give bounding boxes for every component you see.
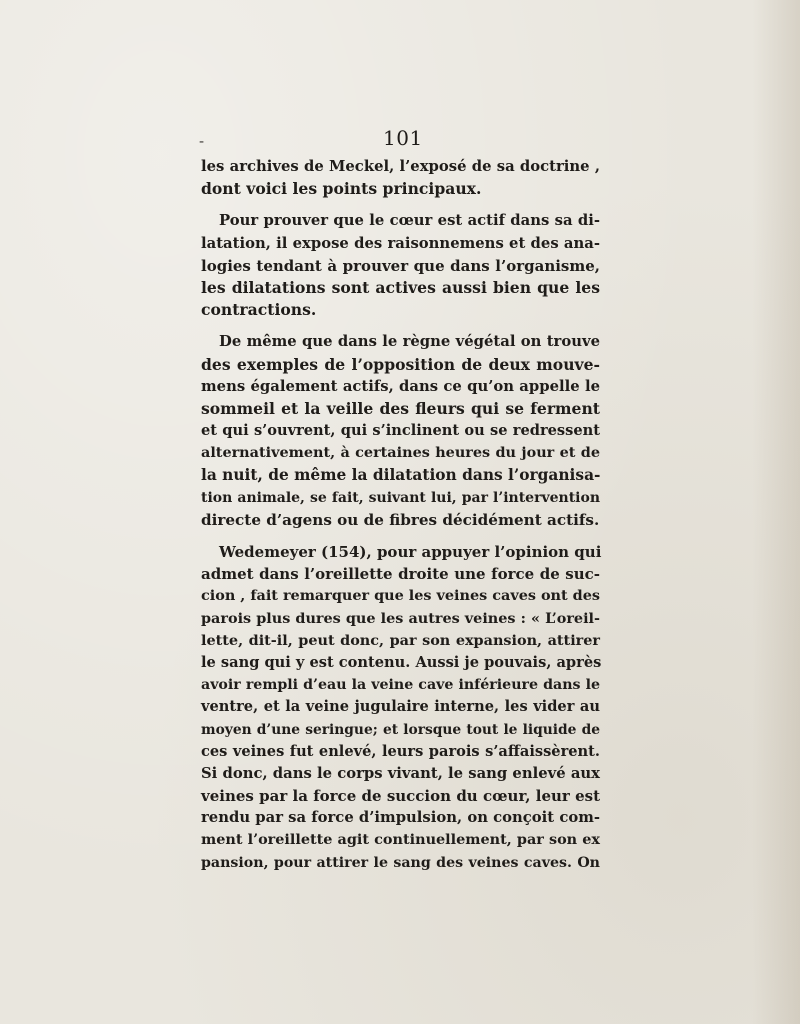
text-line: latation, il expose des raisonnemens et des ana- [201, 234, 600, 252]
paragraph-gap [201, 531, 600, 541]
text-line: moyen d’une seringue; et lorsque tout le liquide de [201, 721, 600, 738]
text-line: Si donc, dans le corps vivant, le sang enlevé aux [201, 764, 600, 782]
text-line: avoir rempli d’eau la veine cave inférieure dans le [201, 677, 600, 694]
body-text [201, 156, 600, 874]
text-line: rendu par sa force d’impulsion, on conçoit com- [201, 809, 600, 827]
text-line: les dilatations sont actives aussi bien que les [201, 277, 600, 297]
text-line: tion animale, se fait, suivant lui, par l’intervention [201, 489, 600, 506]
text-line: mens également actifs, dans ce qu’on appelle le [201, 377, 600, 395]
paragraph [201, 156, 600, 200]
text-line: cion , fait remarquer que les veines caves ont des [201, 587, 600, 605]
paragraph [201, 541, 600, 874]
text-line: logies tendant à prouver que dans l’organisme, [201, 256, 600, 275]
text-line: ment l’oreillette agit continuellement, par son ex [201, 831, 600, 849]
text-line: des exemples de l’opposition de deux mouve- [201, 354, 600, 374]
text-line: contractions. [201, 300, 317, 320]
text-line: dont voici les points principaux. [201, 179, 482, 199]
text-line: veines par la force de succion du cœur, leur est [201, 787, 600, 806]
paragraph-gap [201, 200, 600, 210]
text-line: ces veines fut enlevé, leurs parois s’affaissèrent. [201, 742, 600, 760]
text-line: De même que dans le règne végétal on trouve [219, 333, 600, 351]
text-line: Pour prouver que le cœur est actif dans sa di- [219, 212, 600, 230]
text-line: lette, dit-il, peut donc, par son expansion, attirer [201, 631, 600, 649]
text-line: ventre, et la veine jugulaire interne, les vider au [201, 698, 600, 716]
page-number: 101 [383, 126, 423, 150]
text-line: Wedemeyer (154), pour appuyer l’opinion qui [219, 543, 602, 561]
text-line: et qui s’ouvrent, qui s’inclinent ou se redressent [201, 422, 600, 440]
text-line: sommeil et la veille des fleurs qui se ferment [201, 398, 600, 418]
text-line: pansion, pour attirer le sang des veines caves. On [201, 854, 600, 871]
text-line: parois plus dures que les autres veines : « L’oreil- [201, 609, 600, 627]
text-line: directe d’agens ou de fibres décidément actifs. [201, 510, 600, 529]
paragraph [201, 331, 600, 531]
header-dash-mark: - [199, 132, 205, 150]
text-line: la nuit, de même la dilatation dans l’organisa- [201, 466, 601, 485]
text-line: alternativement, à certaines heures du jour et de [201, 444, 600, 462]
paragraph [201, 210, 600, 321]
paragraph-gap [201, 321, 600, 331]
text-line: admet dans l’oreillette droite une force de suc- [201, 565, 600, 584]
text-line: les archives de Meckel, l’exposé de sa doctrine , [201, 158, 600, 175]
text-line: le sang qui y est contenu. Aussi je pouvais, après [201, 653, 602, 671]
